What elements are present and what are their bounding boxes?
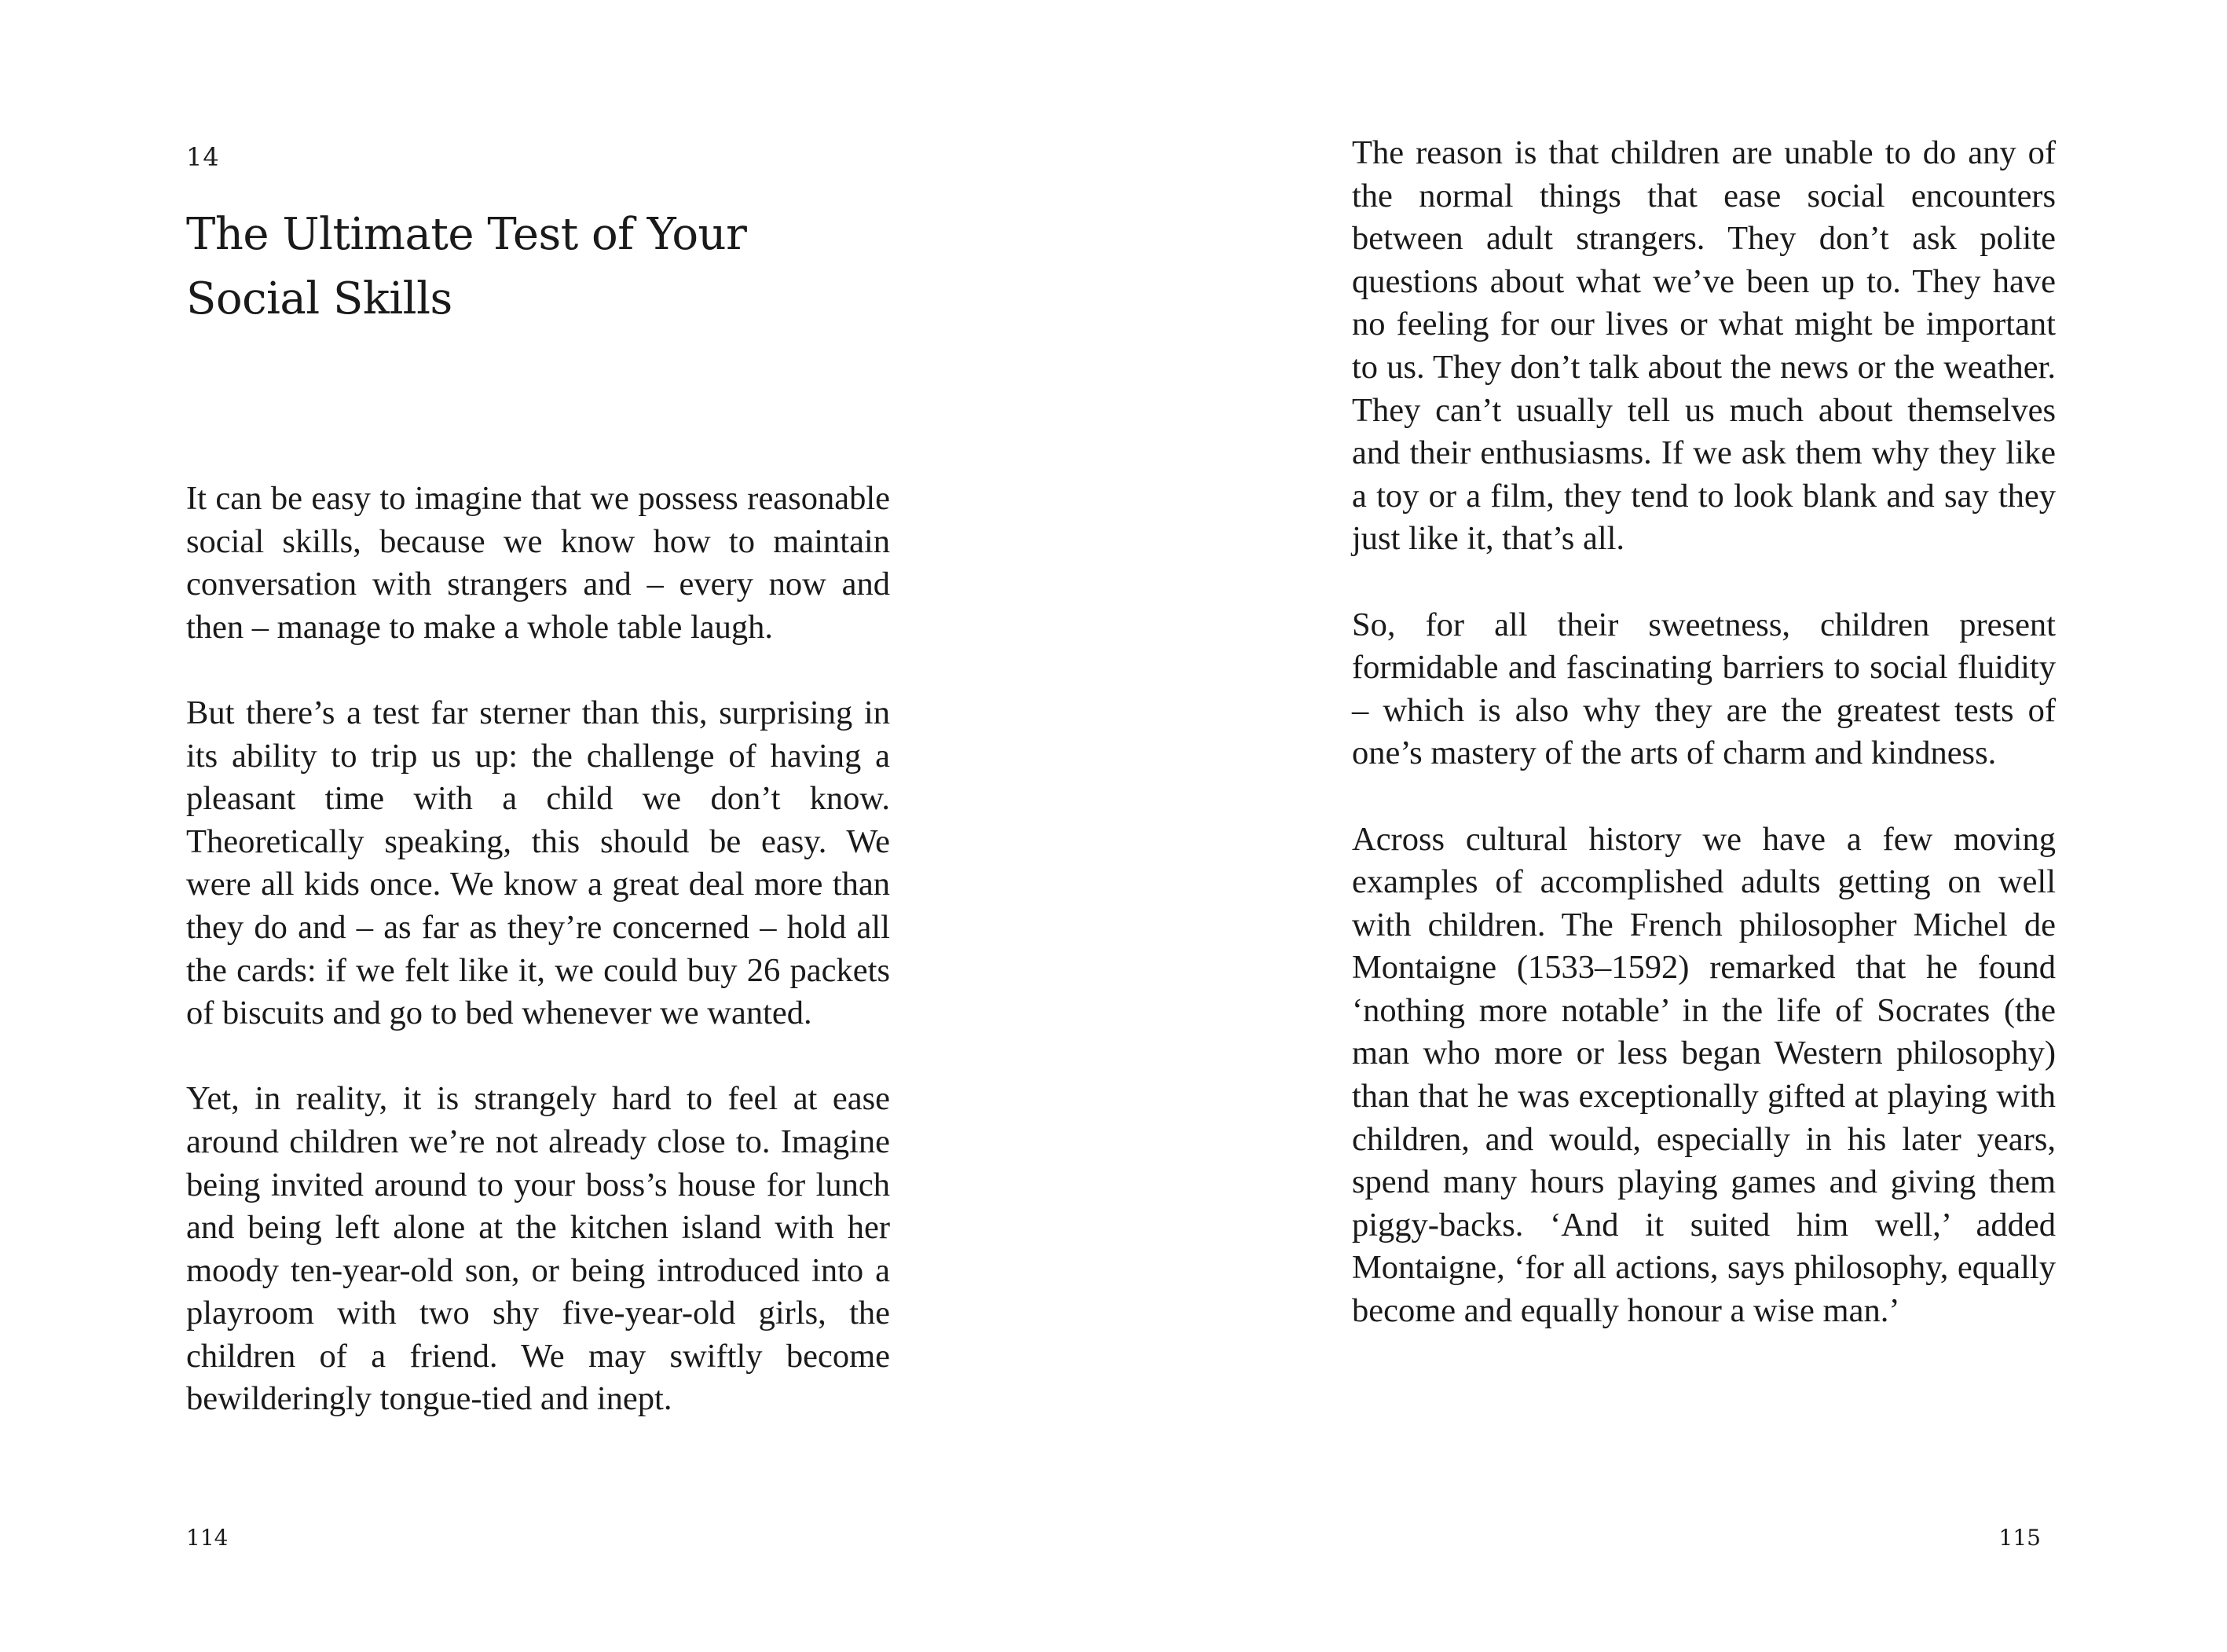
right-page	[1114, 0, 2227, 1652]
paragraph: But there’s a test far sterner than this, surprising in its ability to trip us up: the challenge of having a pleasant time with a child we don’t know. Theoretically speaking, this should be easy. We were all kids once. We know a great deal more than they do and – as far as they’re concerned – hold all the cards: if we felt like it, we could buy 26 packets of biscuits and go to bed whenever we wanted.	[186, 694, 890, 1032]
paragraph: It can be easy to imagine that we possess reasonable social skills, because we know how to maintain conversation with strangers and – every now and then – manage to make a whole table laugh.	[186, 480, 890, 646]
chapter-number: 14	[186, 142, 220, 172]
left-body	[186, 478, 890, 1421]
paragraph: Across cultural history we have a few moving examples of accomplished adults getting on well with children. The French philosopher Michel de Montaigne (1533–1592) remarked that he found ‘nothing more notable’ in the life of Socrates (the man who more or less began Western philosophy) than that he was exceptionally gifted at playing with children, and would, especially in his later years, spend many hours playing games and giving them piggy-backs. ‘And it suited him well,’ added Montaigne, ‘for all actions, says philosophy, equally become and equally honour a wise man.’	[1352, 820, 2056, 1330]
page-number-right: 115	[1998, 1525, 2041, 1551]
left-page	[0, 0, 1113, 1652]
paragraph: So, for all their sweetness, children present formidable and fascinating barriers to social fluidity – which is also why they are the greatest tests of one’s mastery of the arts of charm and kindness.	[1352, 606, 2056, 772]
page-number-left: 114	[186, 1525, 229, 1551]
chapter-title: The Ultimate Test of Your Social Skills	[186, 209, 747, 324]
right-body	[1352, 132, 2056, 1333]
paragraph: The reason is that children are unable to do any of the normal things that ease social encounters between adult strangers. They don’t ask polite questions about what we’ve been up to. They have no feeling for our lives or what might be important to us. They don’t talk about the news or the weather. They can’t usually tell us much about themselves and their enthusiasms. If we ask them why they like a toy or a film, they tend to look blank and say they just like it, that’s all.	[1352, 134, 2056, 558]
paragraph: Yet, in reality, it is strangely hard to feel at ease around children we’re not already close to. Imagine being invited around to your boss’s house for lunch and being left alone at the kitchen island with her moody ten-year-old son, or being introduced into a playroom with two shy five-year-old girls, the children of a friend. We may swiftly become bewilderingly tongue-tied and inept.	[186, 1080, 890, 1418]
